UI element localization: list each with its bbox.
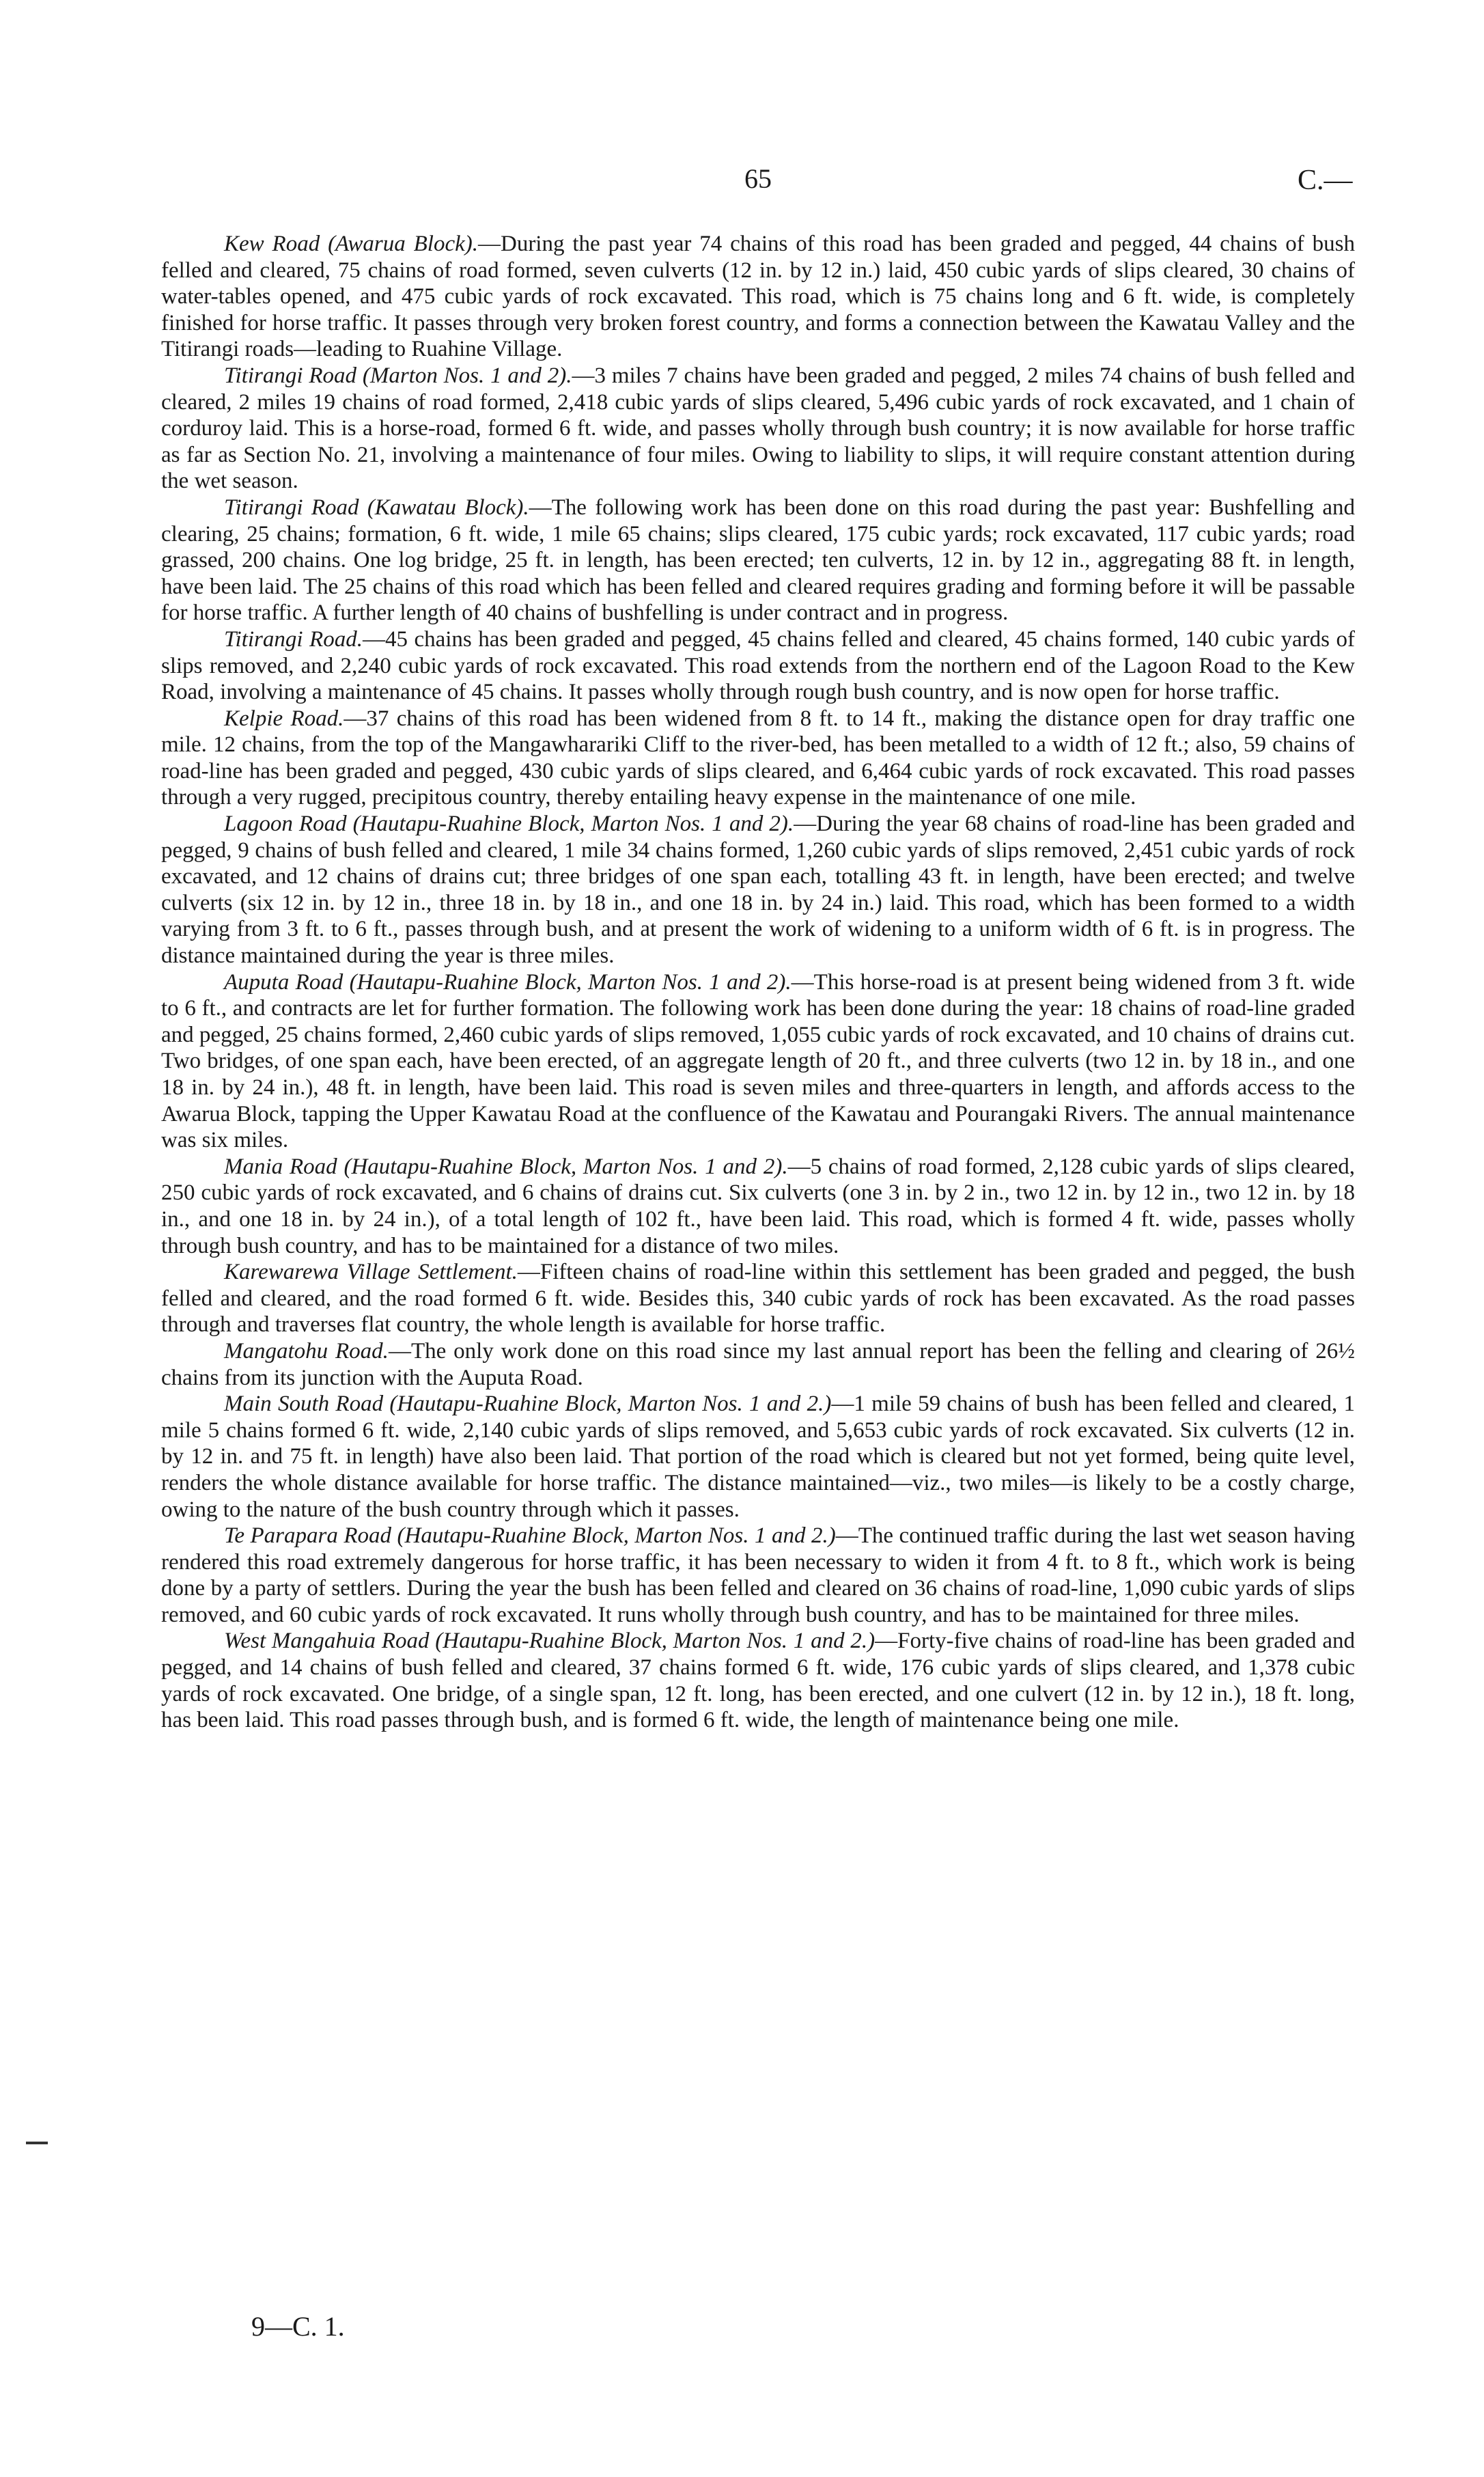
paragraph-heading: Auputa Road (Hautapu-Ruahine Block, Marton Nos. 1 and 2).: [224, 969, 792, 995]
paragraph-text: —This horse-road is at present being widened from 3 ft. wide to 6 ft., and contracts are let for further formation. The following work has been done during the year: 18 chains of road-line graded and pegged, 25 chains formed, 2,460 cubic yards of slips removed, 1,055 cubic yards of rock excavated, and 10 chains of drains cut. Two bridges, of one span each, have been erected, of an aggregate length of 20 ft., and three culverts (two 12 in. by 18 in., and one 18 in. by 24 in.), 48 ft. in length, have been laid. This road is seven miles and three-quarters in length, and affords access to the Awarua Block, tapping the Upper Kawatau Road at the confluence of the Kawatau and Pourangaki Rivers. The annual maintenance was six miles.: [161, 969, 1355, 1153]
paragraph-heading: Titirangi Road (Marton Nos. 1 and 2).: [224, 363, 572, 388]
paragraph-text: —3 miles 7 chains have been graded and pegged, 2 miles 74 chains of bush felled and cleared, 2 miles 19 chains of road formed, 2,418 cubic yards of slips cleared, 5,496 cubic yards of rock excavated, and 1 chain of corduroy laid. This is a horse-road, formed 6 ft. wide, and passes wholly through bush country; it is now available for horse traffic as far as Section No. 21, involving a maintenance of four miles. Owing to liability to slips, it will require constant attention during the wet season.: [161, 363, 1355, 494]
paragraph-heading: Karewarewa Village Settlement.: [224, 1260, 518, 1285]
paragraph-kelpie-road: [161, 706, 1355, 811]
paragraph-text: —The continued traffic during the last wet season having rendered this road extremely dangerous for horse traffic, it has been necessary to widen it from 4 ft. to 8 ft., which work is being done by a party of settlers. During the year the bush has been felled and cleared on 36 chains of road-line, 1,090 cubic yards of slips removed, and 60 cubic yards of rock excavated. It runs wholly through bush country, and has to be maintained for three miles.: [161, 1523, 1355, 1627]
paragraph-auputa-road: [161, 969, 1355, 1154]
paragraph-mangatohu-road: [161, 1338, 1355, 1391]
paragraph-titirangi-road: [161, 626, 1355, 706]
paragraph-text: —5 chains of road formed, 2,128 cubic yards of slips cleared, 250 cubic yards of rock excavated, and 6 chains of drains cut. Six culverts (one 3 in. by 2 in., two 12 in. by 12 in., two 12 in. by 18 in., and one 18 in. by 24 in.), of a total length of 102 ft., have been laid. This road, which is formed 4 ft. wide, passes wholly through bush country, and has to be maintained for a distance of two miles.: [161, 1154, 1355, 1258]
paragraph-kew-road: [161, 231, 1355, 363]
paragraph-west-mangahuia-road: [161, 1628, 1355, 1733]
series-mark: C.—: [1298, 165, 1353, 196]
paragraph-text: —37 chains of this road has been widened from 8 ft. to 14 ft., making the distance open for dray traffic one mile. 12 chains, from the top of the Mangawharariki Cliff to the river-bed, has been metalled to a width of 12 ft.; also, 59 chains of road-line has been graded and pegged, 430 cubic yards of slips cleared, and 6,464 cubic yards of rock excavated. This road passes through a very rugged, precipitous country, thereby entailing heavy expense in the maintenance of one mile.: [161, 706, 1355, 810]
paragraph-text: —The following work has been done on this road during the past year: Bushfelling and clearing, 25 chains; formation, 6 ft. wide, 1 mile 65 chains; slips cleared, 175 cubic yards; rock excavated, 117 cubic yards; road grassed, 200 chains. One log bridge, 25 ft. in length, has been erected; ten culverts, 12 in. by 12 in., aggregating 88 ft. in length, have been laid. The 25 chains of this road which has been felled and cleared requires grading and forming before it will be passable for horse traffic. A further length of 40 chains of bushfelling is under contract and in progress.: [161, 495, 1356, 626]
paragraph-heading: Kew Road (Awarua Block).: [224, 232, 478, 256]
paragraph-heading: West Mangahuia Road (Hautapu-Ruahine Block, Marton Nos. 1 and 2.): [224, 1629, 876, 1654]
paragraph-heading: Titirangi Road (Kawatau Block).: [224, 495, 529, 520]
signature-mark: 9—C. 1.: [251, 2311, 345, 2342]
paragraph-text: —Forty-five chains of road-line has been graded and pegged, and 14 chains of bush felled and cleared, 37 chains formed 6 ft. wide, 176 cubic yards of slips cleared, and 1,378 cubic yards of rock excavated. One bridge, of a single span, 12 ft. long, has been erected, and one culvert (12 in. by 12 in.), 18 ft. long, has been laid. This road passes through bush, and is formed 6 ft. wide, the length of maintenance being one mile.: [161, 1629, 1356, 1733]
paragraph-heading: Te Parapara Road (Hautapu-Ruahine Block, Marton Nos. 1 and 2.): [224, 1523, 836, 1549]
paragraph-text: —1 mile 59 chains of bush has been felled and cleared, 1 mile 5 chains formed 6 ft. wide, 2,140 cubic yards of slips removed, and 5,653 cubic yards of rock excavated. Six culverts (12 in. by 12 in. and 75 ft. in length) have also been laid. That portion of the road which is cleared but not yet formed, being quite level, renders the whole distance available for horse traffic. The distance maintained—viz., two miles—is likely to be a costly charge, owing to the nature of the bush country through which it passes.: [161, 1392, 1355, 1522]
paragraph-text: —During the past year 74 chains of this road has been graded and pegged, 44 chains of bush felled and cleared, 75 chains of road formed, seven culverts (12 in. by 12 in.) laid, 450 cubic yards of slips cleared, 30 chains of water-tables opened, and 475 cubic yards of rock excavated. This road, which is 75 chains long and 6 ft. wide, is completely finished for horse traffic. It passes through very broken forest country, and forms a connection between the Kawatau Valley and the Titirangi roads—leading to Ruahine Village.: [161, 232, 1356, 362]
paragraph-heading: Mangatohu Road.: [224, 1338, 389, 1364]
paragraph-titirangi-kawatau: [161, 495, 1355, 626]
paragraph-text: —During the year 68 chains of road-line has been graded and pegged, 9 chains of bush felled and cleared, 1 mile 34 chains formed, 1,260 cubic yards of slips removed, 2,451 cubic yards of rock excavated, and 12 chains of drains cut; three bridges of one span each, totalling 43 ft. in length, have been erected; and twelve culverts (six 12 in. by 12 in., three 18 in. by 18 in., and one 18 in. by 24 in.) laid. This road, which has been formed to a width varying from 3 ft. to 6 ft., passes through bush, and at present the work of widening to a uniform width of 6 ft. is in progress. The distance maintained during the year is three miles.: [161, 812, 1355, 969]
paragraph-te-parapara-road: [161, 1523, 1355, 1628]
paragraph-text: —The only work done on this road since my last annual report has been the felling and clearing of 26½ chains from its junction with the Auputa Road.: [161, 1338, 1355, 1390]
paragraph-heading: Kelpie Road.: [224, 706, 344, 731]
paragraph-lagoon-road: [161, 811, 1355, 969]
page-number: 65: [744, 163, 772, 194]
paragraph-heading: Titirangi Road.: [224, 626, 363, 652]
paragraph-main-south-road: [161, 1391, 1355, 1523]
paragraph-text: —Fifteen chains of road-line within this settlement has been graded and pegged, the bush felled and cleared, and the road formed 6 ft. wide. Besides this, 340 cubic yards of rock has been excavated. As the road passes through and traverses flat country, the whole length is available for horse traffic.: [161, 1260, 1356, 1338]
paragraph-mania-road: [161, 1154, 1355, 1259]
paragraph-heading: Lagoon Road (Hautapu-Ruahine Block, Marton Nos. 1 and 2).: [224, 812, 794, 837]
paragraph-karewarewa: [161, 1259, 1355, 1338]
paragraph-heading: Main South Road (Hautapu-Ruahine Block, Marton Nos. 1 and 2.): [224, 1392, 832, 1417]
paragraph-heading: Mania Road (Hautapu-Ruahine Block, Marton Nos. 1 and 2).: [224, 1154, 788, 1179]
report-body: [161, 231, 1355, 1734]
paragraph-text: —45 chains has been graded and pegged, 45 chains felled and cleared, 45 chains formed, 140 cubic yards of slips removed, and 2,240 cubic yards of rock excavated. This road extends from the northern end of the Lagoon Road to the Kew Road, involving a maintenance of 45 chains. It passes wholly through rough bush country, and is now open for horse traffic.: [161, 626, 1355, 705]
margin-mark: [26, 2142, 48, 2144]
paragraph-titirangi-marton: [161, 363, 1355, 495]
